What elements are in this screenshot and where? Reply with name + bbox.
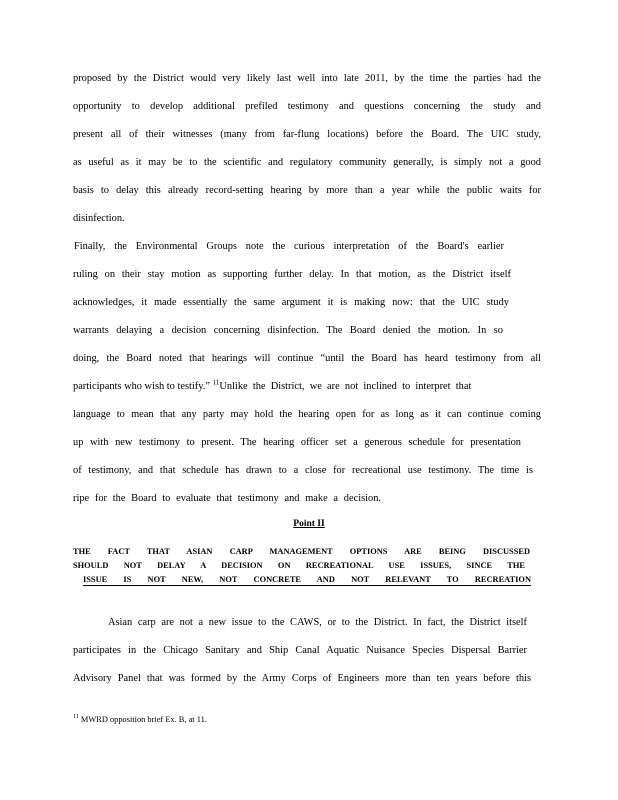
footnote-text: MWRD opposition brief Ex. B, at 11. (80, 714, 207, 724)
body-line: of testimony, and that schedule has drawn to a close for recreational use testimony. The time is (73, 465, 533, 476)
body-line: disinfection. (73, 213, 125, 224)
footnote (73, 714, 207, 724)
body-line: proposed by the District would very likely last well into late 2011, by the time the parties had the (73, 73, 541, 84)
footnote-marker: 11 (73, 714, 79, 720)
point-title-line: SHOULD NOT DELAY A DECISION ON RECREATIONAL USE ISSUES, SINCE THE (73, 561, 525, 570)
body-line: as useful as it may be to the scientific and regulatory community generally, is simply not a good (73, 157, 541, 168)
point-title-line: ISSUE IS NOT NEW, NOT CONCRETE AND NOT RELEVANT TO RECREATION (83, 575, 531, 584)
footnote-reference: 11 (212, 378, 220, 387)
body-line: Asian carp are not a new issue to the CAWS, or to the District. In fact, the District itself (108, 617, 527, 628)
body-line: opportunity to develop additional prefiled testimony and questions concerning the study and (73, 101, 541, 112)
body-line: ruling on their stay motion as supporting further delay. In that motion, as the District itself (73, 269, 511, 280)
body-line: acknowledges, it made essentially the same argument it is making now: that the UIC study (73, 297, 509, 308)
body-line: doing, the Board noted that hearings will continue “until the Board has heard testimony from all (73, 353, 541, 364)
body-line: warrants delaying a decision concerning disinfection. The Board denied the motion. In so (73, 325, 503, 336)
body-line: basis to delay this already record-setting hearing by more than a year while the public waits for (73, 185, 541, 196)
body-text: Unlike the District, we are not inclined to interpret that (219, 381, 472, 392)
body-text: participants who wish to testify.” (73, 381, 210, 392)
body-line: Advisory Panel that was formed by the Army Corps of Engineers more than ten years before this (73, 673, 531, 684)
body-line: up with new testimony to present. The hearing officer set a generous schedule for presentation (73, 437, 521, 448)
body-line: participates in the Chicago Sanitary and Ship Canal Aquatic Nuisance Species Dispersal Barrier (73, 645, 527, 656)
body-line: Finally, the Environmental Groups note the curious interpretation of the Board's earlier (74, 241, 504, 252)
body-line-with-footnote (73, 380, 541, 394)
body-line: language to mean that any party may hold the hearing open for as long as it can continue coming (73, 409, 541, 420)
point-title-line: THE FACT THAT ASIAN CARP MANAGEMENT OPTIONS ARE BEING DISCUSSED (73, 547, 530, 556)
point-heading: Point II (293, 519, 325, 529)
body-line: present all of their witnesses (many from far-flung locations) before the Board. The UIC study, (73, 129, 541, 140)
body-line: ripe for the Board to evaluate that testimony and make a decision. (73, 493, 381, 504)
